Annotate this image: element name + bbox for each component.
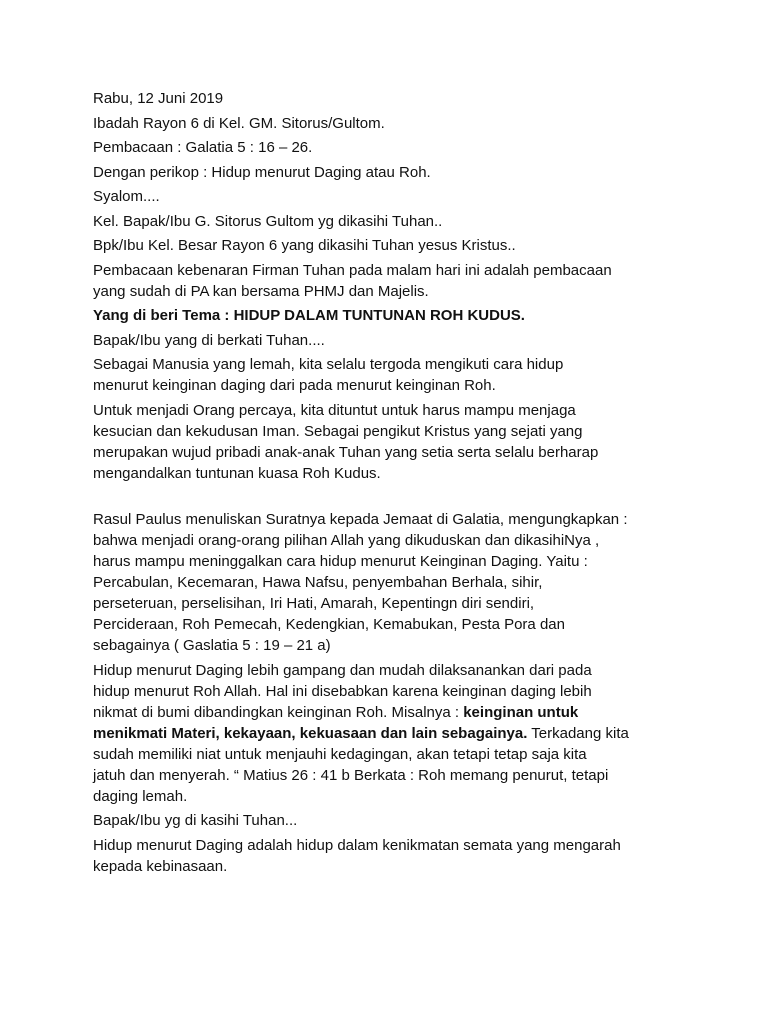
text-line: bahwa menjadi orang-orang pilihan Allah yang dikuduskan dan dikasihiNya ,: [93, 532, 600, 549]
text-line: Terkadang kita: [527, 724, 629, 742]
text-line: harus mampu meninggalkan cara hidup menurut Keinginan Daging. Yaitu :: [93, 553, 588, 570]
text-line: kepada kebinasaan.: [93, 857, 228, 875]
daging-paragraph: [93, 660, 708, 807]
text-line: Sebagai Manusia yang lemah, kita selalu tergoda mengikuti cara hidup: [93, 356, 564, 373]
text-line: mengandalkan tuntunan kuasa Roh Kudus.: [93, 464, 381, 482]
text-line: sebagainya ( Gaslatia 5 : 19 – 21 a): [93, 637, 331, 654]
greeting-kel-line: Kel. Bapak/Ibu G. Sitorus Gultom yg dikasihi Tuhan..: [93, 212, 443, 230]
text-line: nikmat di bumi dibandingkan keinginan Roh. Misalnya :: [93, 703, 464, 721]
rasul-paragraph: [93, 509, 708, 656]
perikop-line: Dengan perikop : Hidup menurut Daging atau Roh.: [93, 163, 431, 181]
bold-text: menikmati Materi, kekayaan, kekuasaan dan lain sebagainya.: [93, 724, 528, 742]
date-line: Rabu, 12 Juni 2019: [93, 90, 224, 107]
ibadah-line: Ibadah Rayon 6 di Kel. GM. Sitorus/Gultom.: [93, 114, 385, 132]
pembacaan-paragraph: [93, 260, 708, 302]
manusia-paragraph: [93, 354, 708, 396]
text-line: Pembacaan kebenaran Firman Tuhan pada malam hari ini adalah pembacaan: [93, 261, 612, 279]
text-line: daging lemah.: [93, 787, 188, 805]
text-line: Hidup menurut Daging lebih gampang dan mudah dilaksanankan dari pada: [93, 661, 592, 679]
kenikmatan-paragraph: [93, 835, 708, 877]
syalom-line: Syalom....: [93, 188, 160, 205]
text-line: merupakan wujud pribadi anak-anak Tuhan yang setia serta selalu berharap: [93, 443, 599, 461]
pembacaan-line: Pembacaan : Galatia 5 : 16 – 26.: [93, 139, 313, 156]
text-line: kesucian dan kekudusan Iman. Sebagai pengikut Kristus yang sejati yang: [93, 422, 583, 440]
tema-line: Yang di beri Tema : HIDUP DALAM TUNTUNAN ROH KUDUS.: [93, 307, 525, 324]
text-line: hidup menurut Roh Allah. Hal ini disebabkan karena keinginan daging lebih: [93, 682, 592, 700]
text-line: Hidup menurut Daging adalah hidup dalam kenikmatan semata yang mengarah: [93, 836, 621, 854]
text-line: perseteruan, perselisihan, Iri Hati, Amarah, Kepentingn diri sendiri,: [93, 595, 535, 612]
kasihi-line: Bapak/Ibu yg di kasihi Tuhan...: [93, 812, 298, 829]
text-line: Untuk menjadi Orang percaya, kita dituntut untuk harus mampu menjaga: [93, 401, 576, 419]
text-line: Rasul Paulus menuliskan Suratnya kepada Jemaat di Galatia, mengungkapkan :: [93, 511, 628, 528]
percaya-paragraph: [93, 400, 708, 484]
bold-text: keinginan untuk: [463, 703, 579, 721]
text-line: Percideraan, Roh Pemecah, Kedengkian, Kemabukan, Pesta Pora dan: [93, 616, 565, 633]
text-line: Percabulan, Kecemaran, Hawa Nafsu, penyembahan Berhala, sihir,: [93, 574, 543, 591]
greeting-bpk-line: Bpk/Ibu Kel. Besar Rayon 6 yang dikasihi Tuhan yesus Kristus..: [93, 237, 516, 254]
paragraph-gap: [93, 487, 708, 509]
text-line: yang sudah di PA kan bersama PHMJ dan Majelis.: [93, 282, 429, 300]
text-line: jatuh dan menyerah. “ Matius 26 : 41 b Berkata : Roh memang penurut, tetapi: [93, 766, 609, 784]
text-line: menurut keinginan daging dari pada menurut keinginan Roh.: [93, 377, 496, 394]
berkati-line: Bapak/Ibu yang di berkati Tuhan....: [93, 331, 325, 349]
text-line: sudah memiliki niat untuk menjauhi kedagingan, akan tetapi tetap saja kita: [93, 745, 587, 763]
